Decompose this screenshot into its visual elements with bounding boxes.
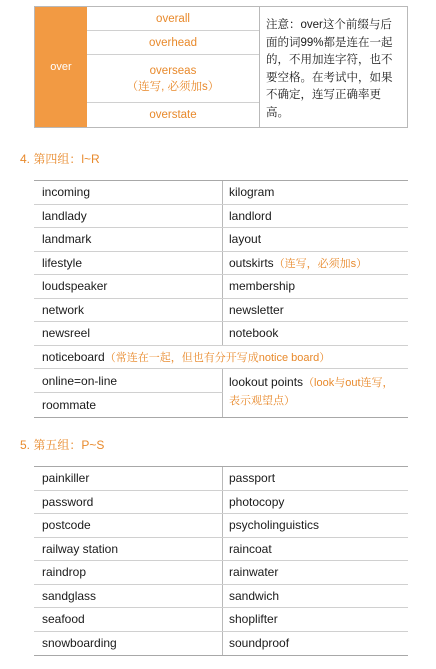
table-row <box>34 632 408 656</box>
word-cell: raindrop <box>34 561 223 584</box>
word-cell: incoming <box>34 181 223 204</box>
word-cell: soundproof <box>229 636 290 651</box>
word-cell: postcode <box>34 514 223 537</box>
word-cell: loudspeaker <box>34 275 223 298</box>
table-row-full <box>34 346 408 370</box>
word-cell: sandwich <box>229 588 280 603</box>
table-row-merged <box>34 369 408 417</box>
word-cell: rainwater <box>229 565 279 580</box>
word-cell: snowboarding <box>34 632 223 656</box>
word-cell-with-note <box>34 346 408 369</box>
word: noticeboard <box>42 349 105 364</box>
prefix-words-column <box>87 7 259 127</box>
prefix-word-note: （连写, 必须加s） <box>126 81 220 93</box>
word-note: （常连在一起，但也有分开写成notice board） <box>104 351 331 364</box>
table-row <box>34 585 408 609</box>
word-cell-with-note <box>223 369 408 417</box>
table-row <box>34 252 408 276</box>
word-cell: lifestyle <box>34 252 223 275</box>
table-row <box>34 538 408 562</box>
word-note: （look与out连写，表示观望点） <box>229 377 394 407</box>
word-cell: painkiller <box>34 467 223 490</box>
word-cell: psycholinguistics <box>229 518 320 533</box>
word-cell: layout <box>229 232 262 247</box>
table-row <box>34 491 408 515</box>
word: lookout points <box>229 375 304 389</box>
section-4-title: 4. 第四组：l~R <box>20 152 100 166</box>
word-cell-with-note <box>223 252 408 275</box>
table-row <box>34 608 408 632</box>
prefix-word: overhead <box>87 31 259 55</box>
word-cell: shoplifter <box>229 612 278 627</box>
word-cell: roommate <box>34 393 223 417</box>
table-row <box>34 275 408 299</box>
table-row <box>34 205 408 229</box>
word-cell: photocopy <box>229 494 285 509</box>
word-cell: online=on-line <box>34 369 223 393</box>
word-cell: raincoat <box>229 541 272 556</box>
word-cell: railway station <box>34 538 223 561</box>
over-prefix-table <box>34 6 408 128</box>
table-row <box>34 561 408 585</box>
word-cell: membership <box>229 279 296 294</box>
word-cell: network <box>34 299 223 322</box>
word-note: （连写，必须加s） <box>273 257 368 270</box>
prefix-note: 注意：over这个前缀与后面的词99%都是连在一起的，不用加连字符，也不要空格。在考试中，如果不确定，连写正确率更高。 <box>259 7 407 127</box>
prefix-cell <box>35 7 87 127</box>
word-cell: newsletter <box>229 302 284 317</box>
table-row <box>34 467 408 491</box>
table-row <box>34 514 408 538</box>
prefix-word: overstate <box>149 109 197 121</box>
prefix-word: overall <box>87 7 259 31</box>
table-row <box>34 181 408 205</box>
word-cell: sandglass <box>34 585 223 608</box>
table-row <box>34 322 408 346</box>
word-cell: landmark <box>34 228 223 251</box>
prefix-word-with-note <box>87 55 259 103</box>
word-cell: seafood <box>34 608 223 631</box>
prefix-word: overseas <box>149 65 197 77</box>
table-row <box>34 228 408 252</box>
word-cell: kilogram <box>229 185 275 200</box>
table-row <box>34 299 408 323</box>
word-cell: passport <box>229 471 276 486</box>
section-5-table <box>34 466 408 656</box>
section-5-title: 5. 第五组：P~S <box>20 438 105 452</box>
word: outskirts <box>229 255 274 270</box>
word-cell: landlord <box>229 208 272 223</box>
word-cell: landlady <box>34 205 223 228</box>
prefix-label: over <box>50 61 72 73</box>
word-cell: notebook <box>229 326 279 341</box>
word-cell: password <box>34 491 223 514</box>
section-4-table <box>34 180 408 418</box>
word-cell: newsreel <box>34 322 223 345</box>
